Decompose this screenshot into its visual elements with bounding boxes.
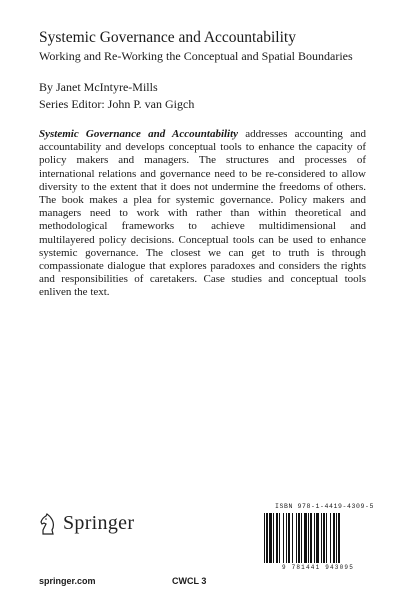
series-code: CWCL 3	[172, 576, 207, 586]
barcode-bar	[304, 513, 307, 563]
isbn-barcode	[262, 503, 374, 571]
barcode-bar	[279, 513, 280, 563]
blurb-lead-title: Systemic Governance and Accountability	[39, 128, 239, 140]
barcode-bar	[336, 513, 337, 563]
barcode-bar	[308, 513, 309, 563]
barcode-bar	[298, 513, 300, 563]
barcode-bar	[292, 513, 293, 563]
barcode-bar	[266, 513, 268, 563]
publisher-url: springer.com	[39, 576, 96, 586]
barcode-bar	[326, 513, 327, 563]
book-header	[39, 28, 369, 64]
barcode-bar	[333, 513, 335, 563]
barcode-bar	[269, 513, 272, 563]
book-subtitle: Working and Re-Working the Conceptual and Spatial Boundaries	[39, 49, 353, 63]
blurb-body: addresses accounting and accountability and develops conceptual tools to enhance the capacity of policy makers and managers. The structures and processes of international relations and governance need to be re-considered to allow diversity to the extent that it does not undermine the freedoms of others. The book makes a plea for systemic governance. Policy makers and managers need to work with rather than within theoretical and methodological frameworks to achieve multidimensional and multilayered policy decisions. Conceptual tools can be used to enhance systemic governance. The closest we can get to truth is through compassionate dialogue that explores paradoxes and considers the rights and responsibilities of caretakers. Case studies and conceptual tools enliven the text.	[39, 128, 366, 299]
barcode-bar	[310, 513, 312, 563]
barcode-bar	[323, 513, 325, 563]
barcode-bar	[321, 513, 322, 563]
barcode-bar	[296, 513, 297, 563]
chess-knight-icon	[39, 513, 57, 535]
barcode-bar	[276, 513, 278, 563]
barcode-bar	[301, 513, 302, 563]
publisher-name: Springer	[63, 512, 135, 534]
book-title: Systemic Governance and Accountability	[39, 29, 296, 46]
barcode-bar	[330, 513, 331, 563]
barcode-bar	[316, 513, 319, 563]
barcode-bar	[288, 513, 290, 563]
barcode-digits: 9 781441 943095	[281, 564, 354, 571]
barcode-bar	[338, 513, 340, 563]
isbn-label: ISBN 978-1-4419-4309-5	[274, 503, 374, 510]
barcode-bar	[286, 513, 287, 563]
publisher-logo	[39, 512, 134, 535]
series-editor-line: Series Editor: John P. van Gigch	[39, 97, 195, 111]
author-line: By Janet McIntyre-Mills	[39, 80, 158, 94]
barcode-bar	[283, 513, 284, 563]
barcode-bar	[264, 513, 265, 563]
back-cover-blurb	[39, 128, 366, 300]
barcode-bar	[314, 513, 315, 563]
barcode-bar	[273, 513, 274, 563]
byline	[39, 80, 194, 114]
barcode-image	[262, 513, 374, 563]
